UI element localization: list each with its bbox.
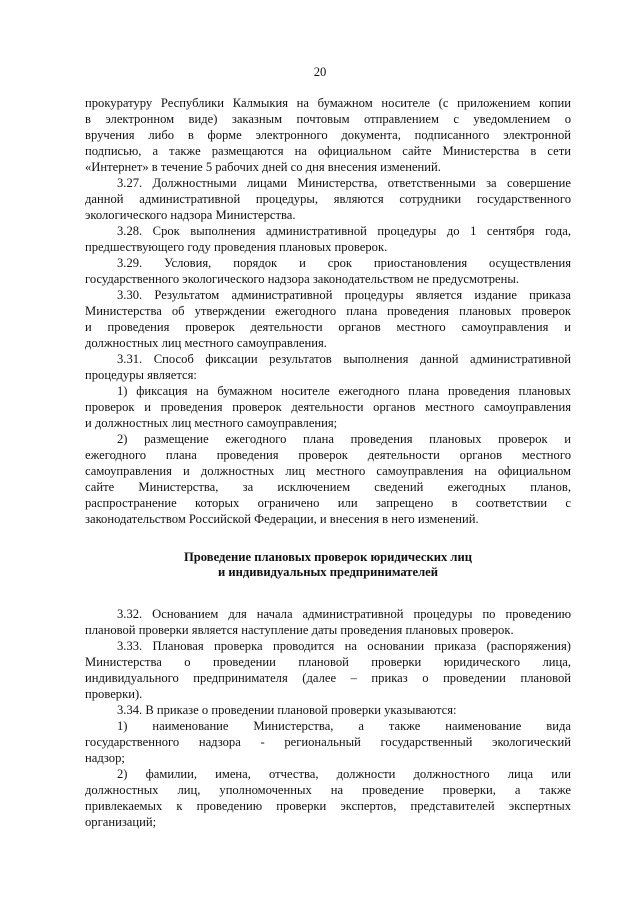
text-line: индивидуального предпринимателя (далее – приказ о проведении плановой: [85, 671, 571, 685]
text-line: надзор;: [85, 751, 125, 765]
paragraph-3-33: [85, 638, 571, 702]
paragraph-3-31-item-1: [85, 383, 571, 431]
text-line: 3.34. В приказе о проведении плановой проверки указываются:: [117, 703, 457, 717]
text-line: 3.30. Результатом административной процедуры является издание приказа: [117, 288, 571, 302]
paragraph-3-30: [85, 287, 571, 351]
text-line: 1) фиксация на бумажном носителе ежегодного плана проведения плановых: [117, 384, 571, 398]
text-line: вручения либо в форме электронного документа, подписанного электронной: [85, 128, 571, 142]
text-line: и проведения проверок деятельности органов местного самоуправления и: [85, 320, 571, 334]
text-line: государственного надзора - региональный государственный экологический: [85, 735, 571, 749]
text-line: в электронном виде) заказным почтовым отправлением с уведомлением о: [85, 112, 571, 126]
text-line: привлекаемых к проведению проверки экспертов, представителей экспертных: [85, 799, 571, 813]
page-number: 20: [313, 65, 327, 79]
text-line: Министерства о проведении плановой проверки юридического лица,: [85, 655, 571, 669]
text-line: 3.33. Плановая проверка проводится на основании приказа (распоряжения): [117, 639, 571, 653]
heading-line: и индивидуальных предпринимателей: [217, 565, 438, 579]
text-line: законодательством Российской Федерации, и внесения в него изменений.: [85, 512, 479, 526]
paragraph-3-28: [85, 223, 571, 255]
text-line: Министерства об утверждении ежегодного плана проведения плановых проверок: [85, 304, 571, 318]
paragraph-3-29: [85, 255, 571, 287]
text-line: проверки).: [85, 687, 143, 701]
text-line: сайте Министерства, за исключением сведений ежегодных планов,: [85, 480, 571, 494]
text-line: 1) наименование Министерства, а также наименование вида: [117, 719, 571, 733]
text-line: 3.27. Должностными лицами Министерства, ответственными за совершение: [117, 176, 571, 190]
section-heading: [85, 550, 571, 580]
text-line: «Интернет» в течение 5 рабочих дней со дня внесения изменений.: [85, 160, 441, 174]
text-line: 3.31. Способ фиксации результатов выполнения данной административной: [117, 352, 571, 366]
text-line: 3.29. Условия, порядок и срок приостановления осуществления: [117, 256, 571, 270]
paragraph-3-34: [85, 702, 571, 718]
text-line: подписью, а также размещаются на официальном сайте Министерства в сети: [85, 144, 571, 158]
paragraph-3-34-item-2: [85, 766, 571, 830]
document-body: [85, 95, 571, 830]
text-line: процедуры является:: [85, 368, 197, 382]
paragraph-3-31-item-2: [85, 431, 571, 527]
paragraph-3-31: [85, 351, 571, 383]
paragraph-continuation: [85, 95, 571, 175]
text-line: самоуправления и должностных лиц местного самоуправления на официальном: [85, 464, 571, 478]
text-line: 2) размещение ежегодного плана проведения плановых проверок и: [117, 432, 571, 446]
text-line: экологического надзора Министерства.: [85, 208, 296, 222]
text-line: проверок и проведения проверок деятельности органов местного самоуправления: [85, 400, 571, 414]
text-line: государственного экологического надзора законодательством не предусмотрены.: [85, 272, 519, 286]
text-line: и должностных лиц местного самоуправления;: [85, 416, 338, 430]
text-line: прокуратуру Республики Калмыкия на бумажном носителе (с приложением копии: [85, 96, 571, 110]
text-line: организаций;: [85, 815, 157, 829]
text-line: ежегодного плана проведения проверок деятельности органов местного: [85, 448, 571, 462]
paragraph-3-34-item-1: [85, 718, 571, 766]
text-line: данной административной процедуры, являются сотрудники государственного: [85, 192, 571, 206]
text-line: должностных лиц местного самоуправления.: [85, 336, 327, 350]
text-line: 3.32. Основанием для начала административной процедуры по проведению: [117, 607, 571, 621]
text-line: должностных лиц, уполномоченных на проведение проверки, а также: [85, 783, 571, 797]
heading-line: Проведение плановых проверок юридических лиц: [184, 550, 472, 564]
text-line: плановой проверки является наступление даты проведения плановых проверок.: [85, 623, 514, 637]
text-line: предшествующего году проведения плановых проверок.: [85, 240, 388, 254]
paragraph-3-27: [85, 175, 571, 223]
text-line: распространение которых ограничено или запрещено в соответствии с: [85, 496, 571, 510]
text-line: 3.28. Срок выполнения административной процедуры до 1 сентября года,: [117, 224, 571, 238]
paragraph-3-32: [85, 606, 571, 638]
text-line: 2) фамилии, имена, отчества, должности должностного лица или: [117, 767, 571, 781]
